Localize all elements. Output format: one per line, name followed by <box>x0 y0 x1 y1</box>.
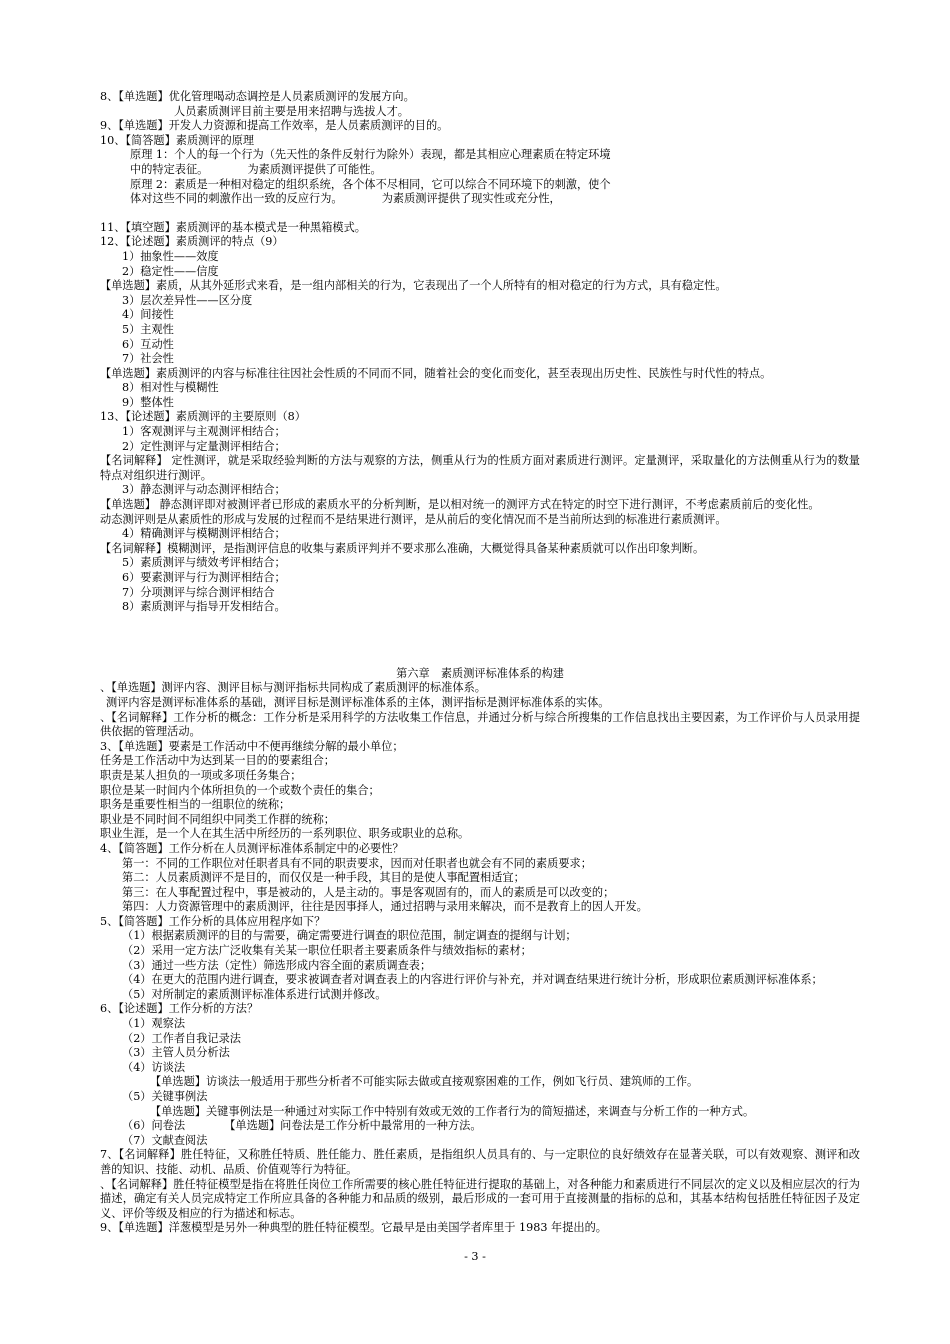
text-line: 【单选题】访谈法一般适用于那些分析者不可能实际去做或直接观察困难的工作，例如飞行员、建筑师的工作。 <box>150 1075 699 1089</box>
text-paragraph: 【名词解释】 定性测评，就是采取经验判断的方法与观察的方法，侧重从行为的性质方面对素质进行测评。定量测评，采取量化的方法侧重从行为的数量特点对组织进行测评。 <box>100 454 860 482</box>
text-line: 第一：不同的工作职位对任职者具有不同的职责要求，因而对任职者也就会有不同的素质要求； <box>122 856 592 870</box>
page-number: - 3 - <box>464 1250 486 1263</box>
text-line: 动态测评则是从素质性的形成与发展的过程而不是结果进行测评，是从前后的变化情况而不是当前所达到的标准进行素质测评。 <box>100 512 727 526</box>
text-line: （5）关键事例法 <box>122 1090 208 1103</box>
text-line: 8、【单选题】优化管理喝动态调控是人员素质测评的发展方向。 <box>100 90 415 103</box>
text-line: 3）层次差异性——区分度 <box>122 293 253 307</box>
text-line: 【单选题】关键事例法是一种通过对实际工作中特别有效或无效的工作者行为的简短描述，来调查与分析工作的一种方式。 <box>150 1104 755 1118</box>
text-line: 1）抽象性——效度 <box>122 249 219 263</box>
text-paragraph: 7、【名词解释】胜任特征，又称胜任特质、胜任能力、胜任素质，是指组织人员具有的、与一定职位的良好绩效存在显著关联，可以有效观察、测评和改善的知识、技能、动机、品质、价值观等行为特征。 <box>100 1148 860 1176</box>
text-line: 2）定性测评与定量测评相结合； <box>122 439 286 453</box>
text-line: （7）文献查阅法 <box>122 1133 208 1147</box>
text-line: 5）主观性 <box>122 322 174 336</box>
text-line: 【单选题】素质，从其外延形式来看，是一组内部相关的行为，它表现出了一个人所特有的相对稳定的行为方式，具有稳定性。 <box>100 279 727 293</box>
text-line: 6）要素测评与行为测评相结合； <box>122 571 286 584</box>
text-line: 4）精确测评与模糊测评相结合； <box>122 527 286 541</box>
text-line: 原理 2：素质是一种相对稳定的组织系统，各个体不尽相同，它可以综合不同环境下的刺激，使个 <box>130 177 611 191</box>
text-line: 6）互动性 <box>122 337 174 351</box>
text-line: 1）客观测评与主观测评相结合； <box>122 425 286 439</box>
text-line: 第三：在人事配置过程中，事是被动的，人是主动的。事是客观固有的，而人的素质是可以改变的； <box>122 885 615 899</box>
text-line: 体对这些不同的刺激作出一致的反应行为。 为素质测评提供了现实性或充分性， <box>130 192 561 206</box>
text-line: 10、【简答题】素质测评的原理 <box>100 133 255 147</box>
text-line: 【单选题】素质测评的内容与标准往往因社会性质的不同而不同，随着社会的变化而变化，甚至表现出历史性、民族性与时代性的特点。 <box>100 366 772 380</box>
text-line: 9）整体性 <box>122 395 174 409</box>
text-line: 4）间接性 <box>122 308 174 322</box>
chapter-title: 第六章 素质测评标准体系的构建 <box>396 666 564 680</box>
text-line: 【名词解释】模糊测评，是指测评信息的收集与素质评判并不要求那么准确，大概觉得具备某种素质就可以作出印象判断。 <box>100 541 705 555</box>
text-line: 中的特定表征。 为素质测评提供了可能性。 <box>130 162 382 176</box>
text-line: 、【单选题】测评内容、测评目标与测评指标共同构成了素质测评的标准体系。 <box>100 681 486 695</box>
text-line: 职责是某人担负的一项或多项任务集合； <box>100 768 302 782</box>
text-line: 6、【论述题】工作分析的方法？ <box>100 1002 259 1016</box>
text-line: （3）通过一些方法（定性）筛选形成内容全面的素质调查表； <box>122 958 432 972</box>
text-line: 13、【论述题】素质测评的主要原则（8） <box>100 410 306 424</box>
text-line: 2）稳定性——信度 <box>122 264 219 278</box>
text-line: 3）静态测评与动态测评相结合； <box>122 483 286 497</box>
text-paragraph: （4）在更大的范围内进行调查，要求被调查者对调查表上的内容进行评价与补充，并对调查结果进行统计分析，形成职位素质测评标准体系； <box>122 973 823 987</box>
spacer <box>100 207 860 221</box>
text-line: （5）对所制定的素质测评标准体系进行试测并修改。 <box>122 987 387 1001</box>
text-line: 5）素质测评与绩效考评相结合； <box>122 556 286 570</box>
text-line: 人员素质测评目前主要是用来招聘与选拔人才。 <box>174 104 409 118</box>
text-paragraph: 【单选题】 静态测评即对被测评者已形成的素质水平的分析判断，是以相对统一的测评方式在特定的时空下进行测评，不考虑素质前后的变化性。 <box>100 498 820 512</box>
text-line: 职位是某一时间内个体所担负的一个或数个责任的集合； <box>100 783 380 797</box>
text-line: 4、【简答题】工作分析在人员测评标准体系制定中的必要性？ <box>100 841 404 855</box>
text-line: 任务是工作活动中为达到某一目的的要素组合； <box>100 754 335 768</box>
text-line: 测评内容是测评标准体系的基础，测评目标是测评标准体系的主体，测评指标是测评标准体系的实体。 <box>106 695 610 709</box>
text-line: 原理 1：个人的每一个行为（先天性的条件反射行为除外）表现，都是其相应心理素质在特定环境 <box>130 148 611 162</box>
text-line: （1）根据素质测评的目的与需要，确定需要进行调查的职位范围，制定调查的提纲与计划； <box>122 929 577 943</box>
text-line: （1）观察法 <box>122 1017 186 1031</box>
text-line: 职业生涯，是一个人在其生活中所经历的一系列职位、职务或职业的总称。 <box>100 827 470 841</box>
text-line: 7）社会性 <box>122 352 174 366</box>
text-line: 第四：人力资源管理中的素质测评，往往是因事择人，通过招聘与录用来解决，而不是教育上的因人开发。 <box>122 900 648 914</box>
text-line: 职务是重要性相当的一组职位的统称； <box>100 798 291 812</box>
text-line: 12、【论述题】素质测评的特点（9） <box>100 235 284 249</box>
text-line: （2）采用一定方法广泛收集有关某一职位任职者主要素质条件与绩效指标的素材； <box>122 944 532 958</box>
text-line: 7）分项测评与综合测评相结合 <box>122 585 275 599</box>
spacer <box>100 615 860 667</box>
text-line: 8）相对性与模糊性 <box>122 381 219 395</box>
text-line: 8）素质测评与指导开发相结合。 <box>122 600 286 614</box>
text-paragraph: 、【名词解释】工作分析的概念：工作分析是采用科学的方法收集工作信息，并通过分析与综合所搜集的工作信息找出主要因素，为工作评价与人员录用提供依据的管理活动。 <box>100 710 860 739</box>
text-line: 职业是不同时间不同组织中同类工作群的统称； <box>100 812 335 826</box>
text-line: 11、【填空题】素质测评的基本模式是一种黑箱模式。 <box>100 220 366 234</box>
text-line: 5、【简答题】工作分析的具体应用程序如下？ <box>100 914 326 928</box>
text-line: （6）问卷法 【单选题】问卷法是工作分析中最常用的一种方法。 <box>122 1119 482 1133</box>
text-line: （3）主管人员分析法 <box>122 1046 230 1060</box>
text-paragraph: 、【名词解释】胜任特征模型是指在将胜任岗位工作所需要的核心胜任特征进行提取的基础上，对各种能力和素质进行不同层次的定义以及相应层次的行为描述，确定有关人员完成特定工作所应具备的各种能力和品质的级别，最后形成的一套可用于直接测量的指标的总和，其基本结构包括胜任特征因子及定义、评价等级及相应的行为描述和标志。 <box>100 1177 860 1220</box>
text-line: （4）访谈法 <box>122 1060 186 1074</box>
text-line: （2）工作者自我记录法 <box>122 1031 241 1045</box>
text-line: 3、【单选题】要素是工作活动中不便再继续分解的最小单位； <box>100 739 404 753</box>
text-line: 9、【单选题】洋葱模型是另外一种典型的胜任特征模型。它最早是由美国学者库里于 1983 年提出的。 <box>100 1221 607 1235</box>
text-line: 第二：人员素质测评不是目的，而仅仅是一种手段，其目的是使人事配置相适宜； <box>122 871 525 885</box>
text-line: 9、【单选题】开发人力资源和提高工作效率，是人员素质测评的目的。 <box>100 119 449 133</box>
document-body <box>100 90 860 1236</box>
